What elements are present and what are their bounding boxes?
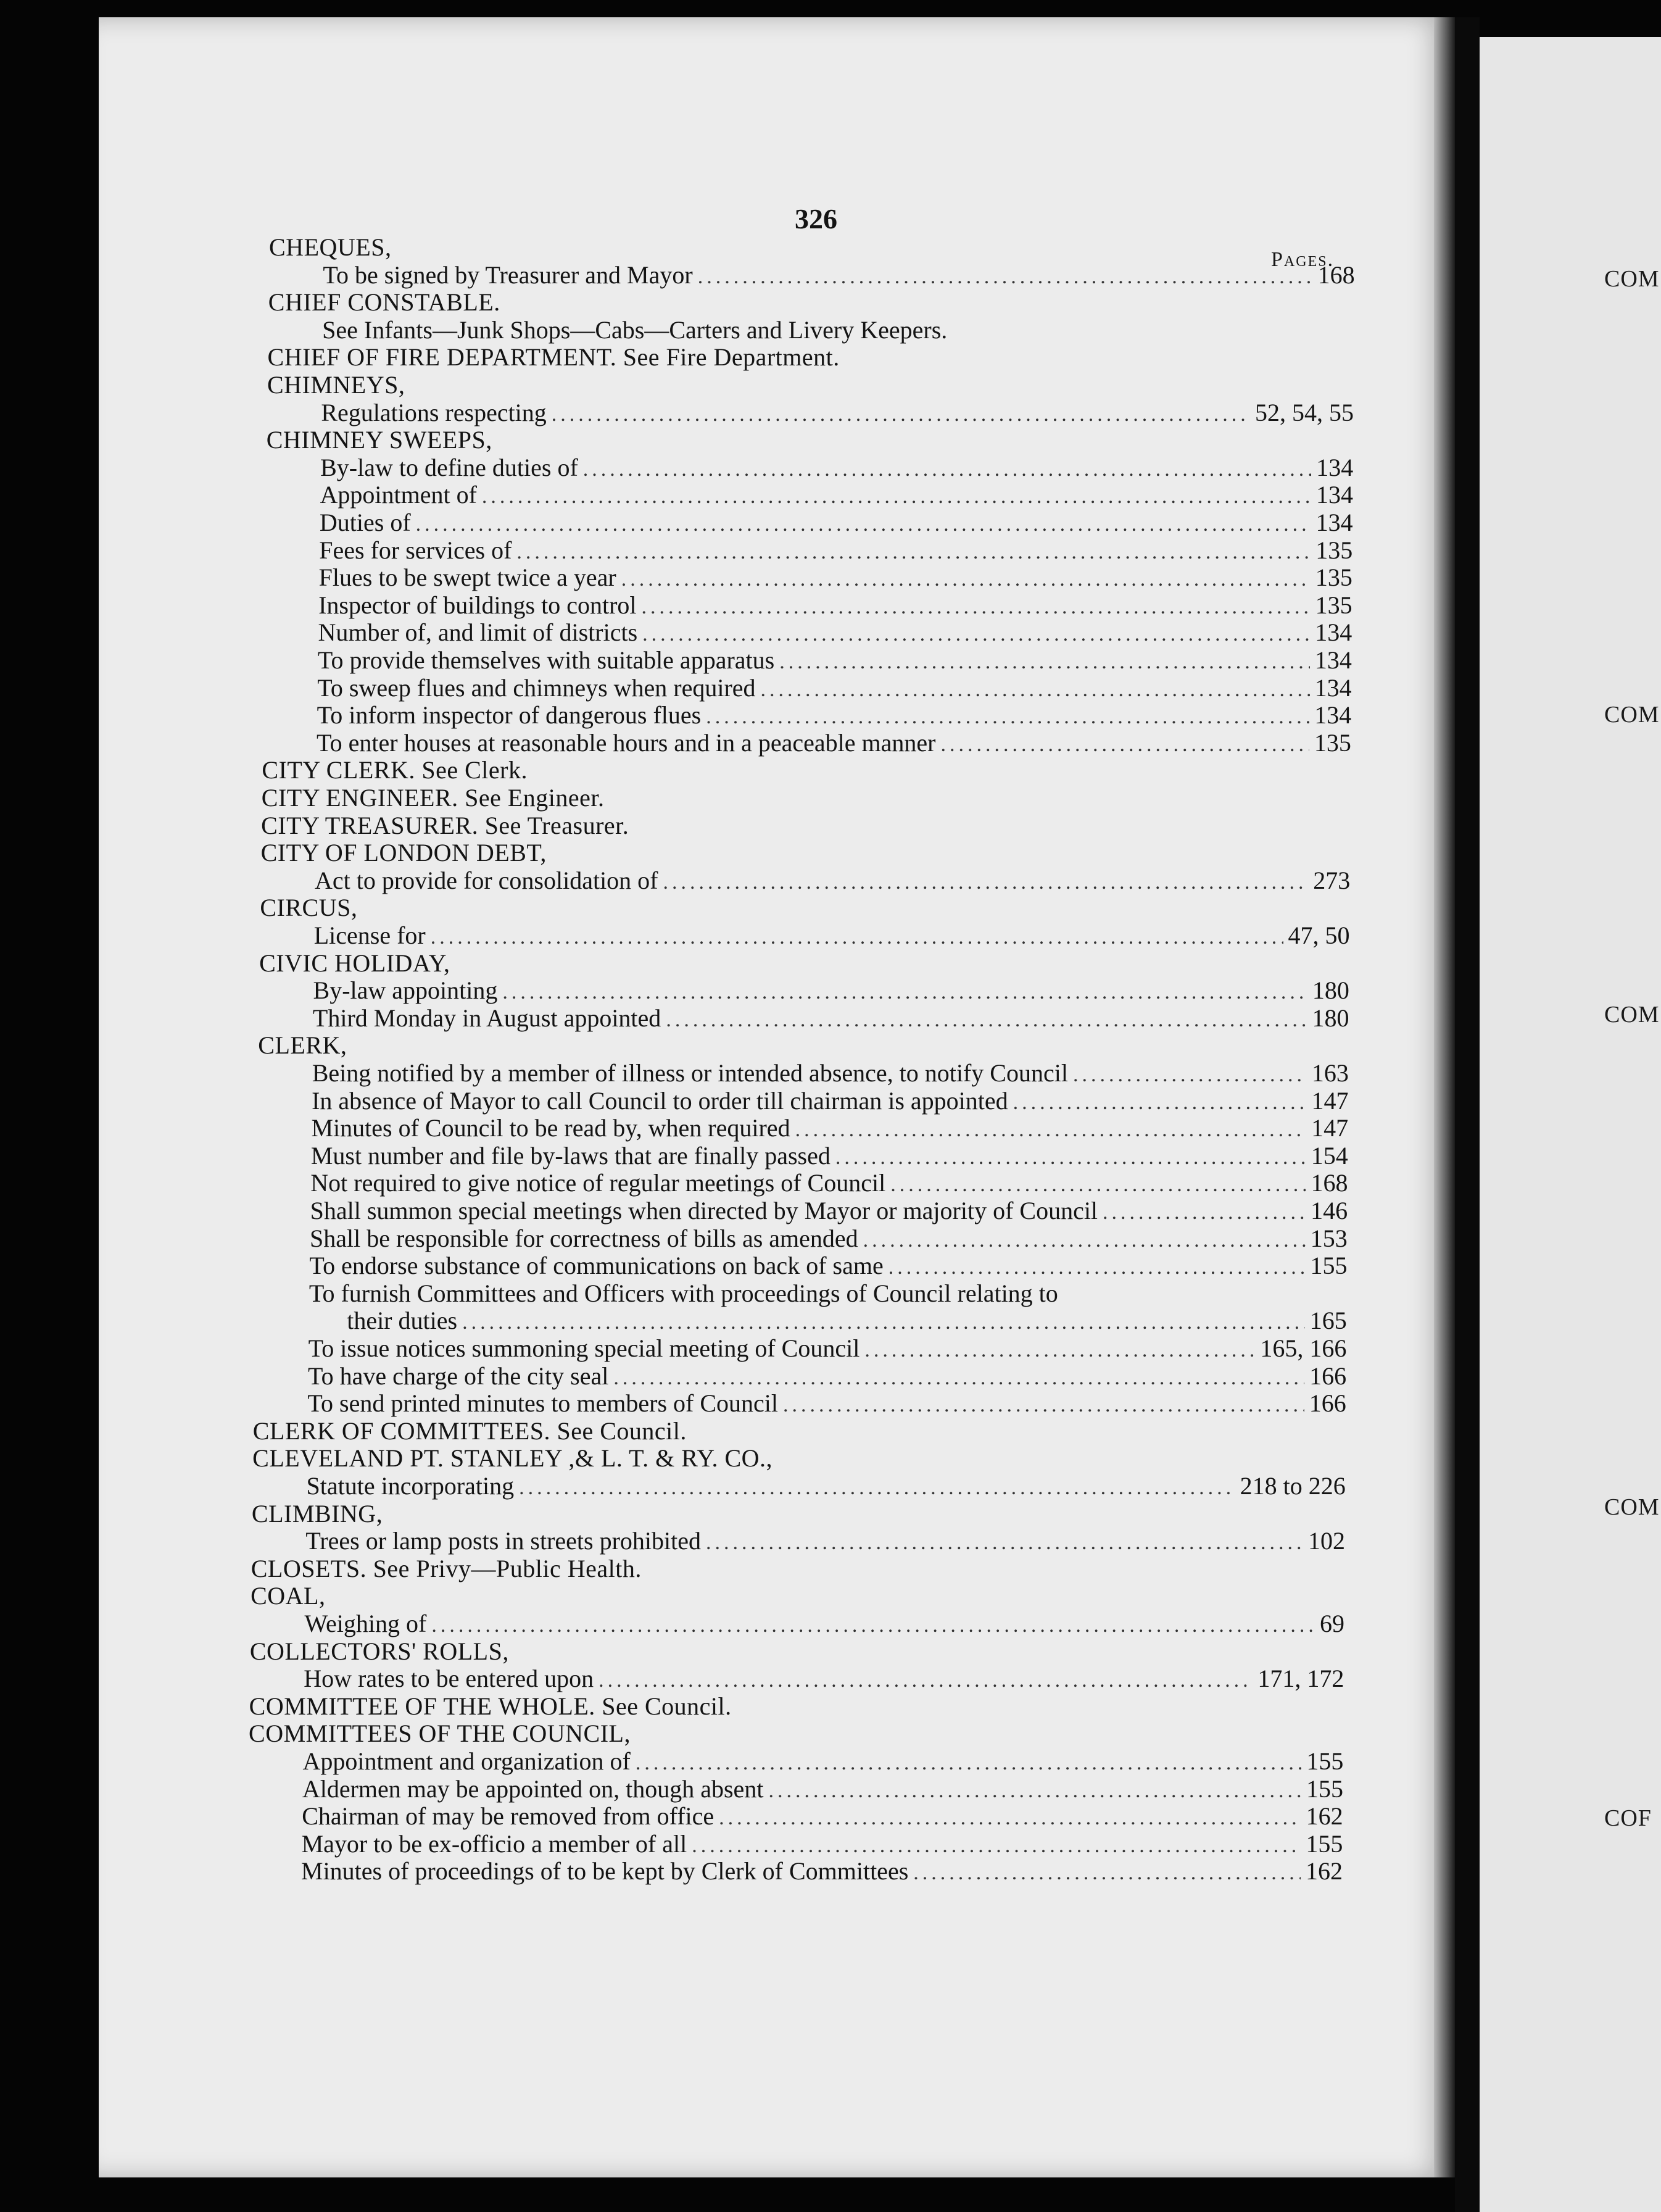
page-reference: 168 <box>1311 1169 1348 1197</box>
leader-dots <box>913 1859 1301 1886</box>
index-subentry <box>309 1252 1347 1280</box>
page-reference: 69 <box>1320 1610 1345 1637</box>
page-reference: 134 <box>1316 453 1354 481</box>
subentry-text: To be signed by Treasurer and Mayor <box>323 260 693 289</box>
page-reference: 134 <box>1315 618 1352 647</box>
page-reference: 134 <box>1315 481 1353 509</box>
index-subentry <box>307 1472 1346 1500</box>
facing-page-strip <box>1480 37 1661 2212</box>
leader-dots <box>482 483 1311 509</box>
index-subentry <box>314 921 1350 950</box>
page-reference: 163 <box>1311 1059 1349 1087</box>
page-reference: 162 <box>1306 1857 1343 1886</box>
page-reference: 47, 50 <box>1288 921 1350 949</box>
index-heading: CLERK OF COMMITTEES. See Council. <box>252 1416 687 1445</box>
index-subentry <box>310 1197 1348 1225</box>
subentry-text: To provide themselves with suitable apparatus <box>317 646 775 674</box>
leader-dots <box>516 538 1311 565</box>
page-reference: 180 <box>1312 1004 1349 1032</box>
facing-page-word: COM <box>1604 1002 1660 1028</box>
subentry-text: Mayor to be ex-officio a member of all <box>301 1829 687 1858</box>
leader-dots <box>636 1749 1302 1776</box>
page-reference: 146 <box>1311 1197 1348 1224</box>
leader-dots <box>888 1254 1306 1280</box>
index-subentry <box>323 261 1354 289</box>
page-reference: 155 <box>1306 1774 1343 1803</box>
index-heading: CHIMNEY SWEEPS, <box>266 426 492 454</box>
index-subentry <box>320 481 1353 509</box>
leader-dots <box>719 1804 1301 1831</box>
leader-dots <box>698 263 1313 289</box>
subentry-text: Must number and file by-laws that are finally passed <box>310 1141 830 1170</box>
subentry-text: Duties of <box>319 509 411 536</box>
leader-dots <box>1073 1061 1307 1087</box>
page-reference: 166 <box>1309 1389 1346 1418</box>
page-reference: 134 <box>1314 673 1352 702</box>
index-subentry <box>318 646 1352 675</box>
leader-dots <box>666 1006 1307 1033</box>
leader-dots <box>642 620 1310 647</box>
page-reference: 166 <box>1309 1362 1347 1390</box>
leader-dots <box>642 593 1311 620</box>
subentry-text: Being notified by a member of illness or intended absence, to notify Council <box>312 1059 1068 1087</box>
subentry-text: Shall be responsible for correctness of bills as amended <box>310 1224 858 1252</box>
subentry-text: Fees for services of <box>319 536 512 564</box>
index-subentry <box>318 591 1352 620</box>
leader-dots <box>599 1666 1253 1693</box>
index-heading: CHIEF CONSTABLE. <box>268 288 500 317</box>
index-subentry <box>302 1747 1343 1776</box>
index-subentry <box>315 867 1350 895</box>
subentry-text: License for <box>313 921 426 949</box>
index-heading: CITY CLERK. See Clerk. <box>262 756 528 784</box>
subentry-text: Number of, and limit of districts <box>318 618 638 647</box>
index-subentry <box>321 399 1354 427</box>
page-reference: 134 <box>1315 509 1353 536</box>
index-subentry <box>304 1610 1344 1638</box>
index-heading: CLERK, <box>258 1031 347 1060</box>
page-reference: 180 <box>1312 976 1349 1005</box>
leader-dots <box>431 1611 1315 1638</box>
subentry-text: Minutes of Council to be read by, when required <box>311 1114 790 1142</box>
index-subentry <box>308 1362 1346 1391</box>
index-subentry <box>312 1087 1348 1115</box>
subentry-text: Appointment and organization of <box>302 1747 631 1775</box>
leader-dots <box>864 1336 1255 1363</box>
index-subentry <box>320 454 1353 482</box>
leader-dots <box>795 1116 1307 1142</box>
leader-dots <box>783 1391 1304 1418</box>
page-reference: 153 <box>1310 1224 1348 1252</box>
index-subentry <box>304 1665 1344 1693</box>
subentry-text: To inform inspector of dangerous flues <box>317 701 702 730</box>
subentry-text: Statute incorporating <box>306 1472 515 1500</box>
page-reference: 135 <box>1315 536 1353 564</box>
page-reference: 171, 172 <box>1257 1665 1344 1693</box>
page-reference: 165 <box>1309 1307 1347 1335</box>
index-heading: COMMITTEES OF THE COUNCIL, <box>249 1719 631 1748</box>
index-heading: CITY TREASURER. See Treasurer. <box>261 811 629 839</box>
leader-dots <box>761 676 1310 702</box>
leader-dots <box>431 923 1283 950</box>
subentry-text: By-law to define duties of <box>320 453 578 481</box>
page-reference: 155 <box>1306 1747 1344 1775</box>
facing-page-word: COF <box>1604 1805 1652 1831</box>
index-subentry <box>347 1307 1347 1335</box>
subentry-text: To issue notices summoning special meeting of Council <box>308 1334 860 1362</box>
index-subentry <box>317 674 1351 702</box>
leader-dots <box>1103 1199 1306 1225</box>
index-subentry <box>302 1775 1343 1803</box>
subentry-text: Not required to give notice of regular meetings of Council <box>310 1169 886 1197</box>
subentry-text: Chairman of may be removed from office <box>302 1802 715 1831</box>
leader-dots <box>706 1529 1303 1555</box>
page-reference: 102 <box>1308 1527 1346 1555</box>
subentry-text: Aldermen may be appointed on, though absent <box>302 1774 764 1803</box>
subentry-text: their duties <box>347 1307 458 1335</box>
subentry-text: Flues to be swept twice a year <box>318 563 616 592</box>
page-reference: 134 <box>1314 701 1352 730</box>
index-subentry <box>313 1004 1349 1033</box>
binding-shadow <box>1455 17 1480 2212</box>
index-heading: CIVIC HOLIDAY, <box>259 949 450 977</box>
subentry-text: To sweep flues and chimneys when required <box>317 673 756 702</box>
index-subentry <box>310 1224 1348 1253</box>
index-heading: COLLECTORS' ROLLS, <box>249 1637 509 1665</box>
page-reference: 135 <box>1315 563 1352 592</box>
subentry-text: Shall summon special meetings when directed by Mayor or majority of Council <box>310 1197 1098 1224</box>
index-subentry <box>319 536 1352 565</box>
leader-dots <box>1013 1089 1307 1115</box>
subentry-text: Inspector of buildings to control <box>318 591 637 619</box>
index-subentry <box>311 1142 1348 1170</box>
page-reference: 135 <box>1314 728 1351 757</box>
cross-reference: See Infants—Junk Shops—Cabs—Carters and Livery Keepers. <box>322 315 948 344</box>
index-subentry <box>307 1389 1346 1418</box>
leader-dots <box>835 1144 1306 1170</box>
leader-dots <box>663 868 1309 895</box>
index-subentry <box>309 1334 1347 1363</box>
subentry-text: Trees or lamp posts in streets prohibited <box>305 1527 701 1555</box>
subentry-text: Third Monday in August appointed <box>312 1004 661 1032</box>
facing-page-word: COM <box>1604 266 1660 292</box>
subentry-text: Weighing of <box>304 1610 427 1637</box>
subentry-text: To enter houses at reasonable hours and in a peaceable manner <box>317 728 936 757</box>
index-subentry <box>312 1059 1349 1087</box>
leader-dots <box>621 565 1311 592</box>
leader-dots <box>706 703 1309 730</box>
index-subentry <box>310 1169 1348 1197</box>
subentry-text: To have charge of the city seal <box>307 1362 609 1390</box>
index-heading: CLIMBING, <box>251 1499 383 1528</box>
leader-dots <box>416 510 1311 537</box>
page-reference: 134 <box>1314 646 1352 674</box>
leader-dots <box>519 1474 1235 1500</box>
page-reference: 273 <box>1313 866 1351 894</box>
page-reference: 168 <box>1317 260 1355 289</box>
index-heading: CHIMNEYS, <box>267 371 405 399</box>
index-subentry <box>320 509 1353 537</box>
page-reference: 147 <box>1311 1114 1349 1142</box>
index-subentry <box>319 563 1352 592</box>
subentry-text: Minutes of proceedings of to be kept by Clerk of Committees <box>301 1857 909 1886</box>
leader-dots <box>890 1171 1306 1197</box>
index-subentry <box>317 729 1351 757</box>
index-subentry <box>305 1527 1345 1555</box>
index-subentry <box>311 1114 1348 1142</box>
leader-dots <box>768 1777 1301 1803</box>
subentry-text: Appointment of <box>320 481 477 509</box>
leader-dots <box>502 978 1307 1005</box>
index-subentry <box>318 618 1352 647</box>
index-heading: CITY ENGINEER. See Engineer. <box>261 784 605 812</box>
subentry-text: By-law appointing <box>313 976 498 1005</box>
page-reference: 162 <box>1306 1802 1343 1831</box>
leader-dots <box>779 648 1310 675</box>
facing-page-word: COM <box>1604 702 1660 728</box>
index-subentry <box>302 1802 1343 1831</box>
subentry-text: How rates to be entered upon <box>304 1665 594 1693</box>
page-gutter-shadow <box>1434 17 1455 2177</box>
page-reference: 135 <box>1315 591 1352 619</box>
subentry-text: In absence of Mayor to call Council to order till chairman is appointed <box>312 1086 1008 1115</box>
page-reference: 154 <box>1311 1141 1348 1170</box>
index-heading: CIRCUS, <box>260 894 358 922</box>
index-subentry <box>313 976 1349 1005</box>
leader-dots <box>583 455 1311 482</box>
index-heading: COAL, <box>251 1582 326 1610</box>
page-reference: 147 <box>1311 1086 1349 1115</box>
subentry-text: Regulations respecting <box>321 398 547 426</box>
index-subentry: To furnish Committees and Officers with proceedings of Council relating to <box>309 1279 1058 1307</box>
index-subentry <box>301 1857 1343 1886</box>
subentry-text: To endorse substance of communications on back of same <box>309 1252 884 1280</box>
subentry-text: To send printed minutes to members of Council <box>307 1389 778 1418</box>
index-heading: COMMITTEE OF THE WHOLE. See Council. <box>249 1692 732 1720</box>
index-heading: CHEQUES, <box>269 233 392 261</box>
index-heading: CHIEF OF FIRE DEPARTMENT. See Fire Department. <box>267 343 840 372</box>
page-reference: 165, 166 <box>1260 1334 1347 1362</box>
index-heading: CLOSETS. See Privy—Public Health. <box>251 1554 642 1582</box>
page-reference: 155 <box>1306 1829 1343 1858</box>
pages-column-label: Pages. <box>1271 248 1335 271</box>
index-subentry <box>302 1830 1343 1858</box>
index-heading: CITY OF LONDON DEBT, <box>260 839 547 867</box>
leader-dots <box>863 1226 1306 1253</box>
index-heading: CLEVELAND PT. STANLEY ,& L. T. & RY. CO., <box>252 1444 773 1473</box>
leader-dots <box>552 401 1250 427</box>
page-reference: 155 <box>1310 1252 1348 1280</box>
leader-dots <box>692 1832 1301 1858</box>
leader-dots <box>462 1308 1305 1335</box>
subentry-text: Act to provide for consolidation of <box>314 866 658 894</box>
page-reference: 218 to 226 <box>1240 1472 1346 1500</box>
leader-dots <box>613 1364 1304 1391</box>
leader-dots <box>940 731 1309 757</box>
page-number: 326 <box>795 203 837 235</box>
index-subentry <box>317 701 1352 730</box>
facing-page-word: COM <box>1604 1494 1660 1520</box>
page-reference: 52, 54, 55 <box>1254 398 1354 426</box>
